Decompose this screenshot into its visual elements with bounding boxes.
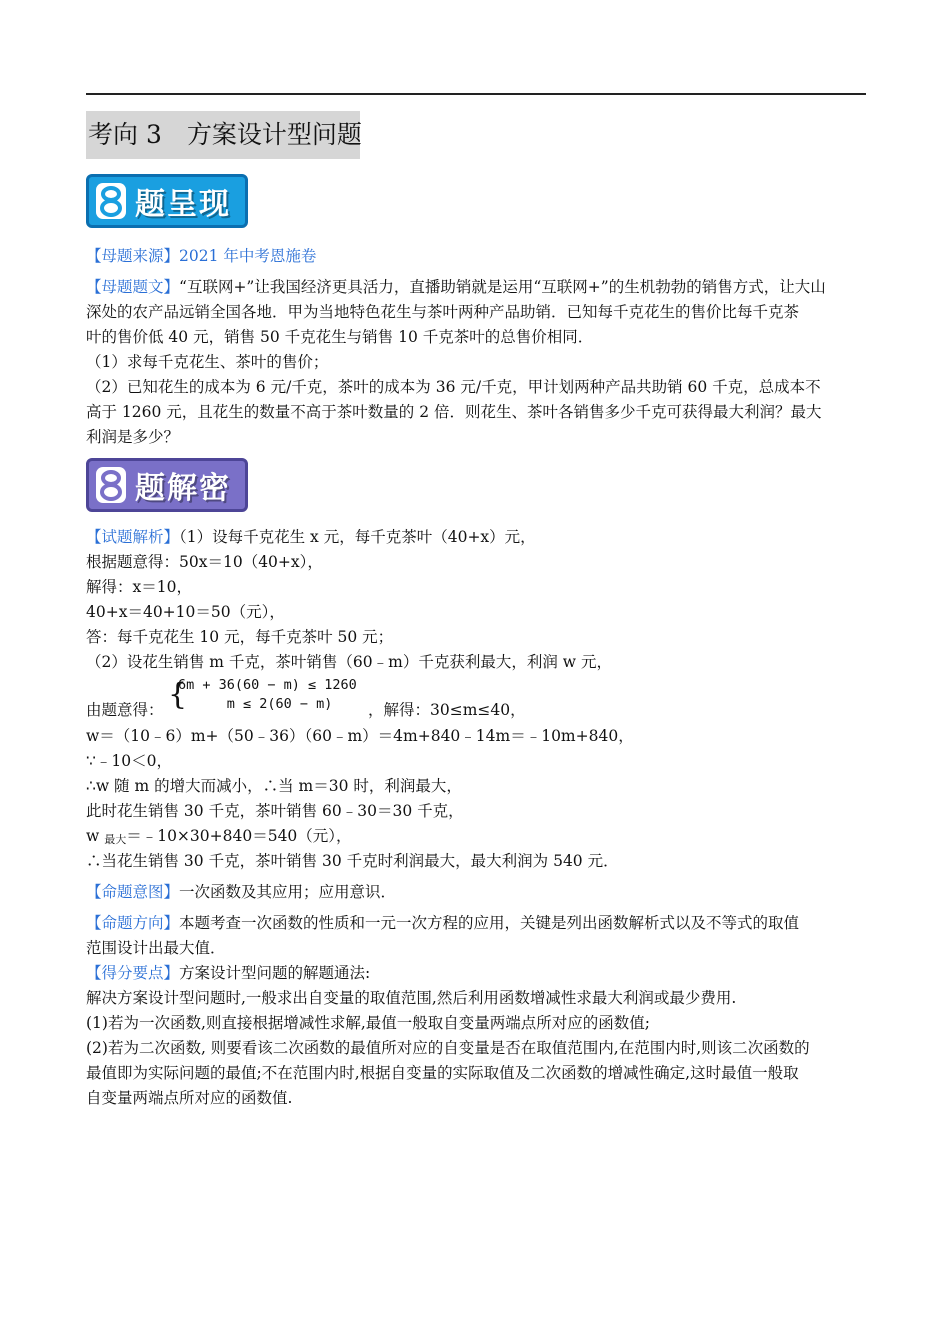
analysis-text-1: （1）设每千克花生 x 元，每千克茶叶（40+x）元， [179, 528, 536, 546]
problem-line-4: （1）求每千克花生、茶叶的售价； [86, 353, 329, 371]
wmax-w: w [86, 827, 105, 845]
direction-line-1 [86, 911, 866, 936]
inequality-row-2: m ≤ 2(60 − m) [178, 696, 333, 712]
problem-text-1: “互联网+”让我国经济更具活力，直播助销就是运用“互联网+”的生机勃勃的销售方式，让大山 [179, 278, 826, 296]
inequality-row-1: 6m + 36(60 − m) ≤ 1260 [178, 677, 357, 693]
analysis-line-6: （2）设花生销售 m 千克，茶叶销售（60﹣m）千克获利最大，利润 w 元， [86, 653, 612, 671]
source-line [86, 244, 866, 269]
system-suffix: ，解得：30≤m≤40， [368, 701, 526, 719]
problem-line-6: 高于 1260 元，且花生的数量不高于茶叶数量的 2 倍．则花生、茶叶各销售多少千克可获得最大利润？最大 [86, 403, 822, 421]
source-text: 2021 年中考恩施卷 [179, 247, 317, 265]
points-line [86, 961, 866, 986]
points-line-3: (2)若为二次函数, 则要看该二次函数的最值所对应的自变量是否在取值范围内,在范围内时,则该二次函数的 [86, 1039, 810, 1057]
analysis-line-4: 40+x＝40+10＝50（元）， [86, 603, 285, 621]
points-line-2: (1)若为一次函数,则直接根据增减性求解,最值一般取自变量两端点所对应的函数值; [86, 1014, 651, 1032]
wmax-sub: 最大 [104, 833, 127, 846]
points-text: 方案设计型问题的解题通法: [179, 964, 371, 982]
system-prefix: 由题意得： [86, 701, 164, 719]
analysis-line-1 [86, 525, 866, 550]
direction-line-2: 范围设计出最大值． [86, 939, 226, 957]
intent-tag: 【命题意图】 [86, 883, 180, 901]
banner-decode-label: 题解密 [135, 471, 231, 506]
points-line-1: 解决方案设计型问题时,一般求出自变量的取值范围,然后利用函数增减性求最大利润或最少费用. [86, 989, 737, 1007]
problem-line-3: 叶的售价低 40 元，销售 50 千克花生与销售 10 千克茶叶的总售价相同． [86, 328, 594, 346]
points-line-5: 自变量两端点所对应的函数值. [86, 1089, 293, 1107]
problem-tag: 【母题题文】 [86, 278, 180, 296]
points-line-4: 最值即为实际问题的最值;不在范围内时,根据自变量的实际取值及二次函数的增减性确定,这时最值一般取 [86, 1064, 799, 1082]
section-heading: 考向 3 方案设计型问题 [86, 111, 360, 159]
direction-text-1: 本题考查一次函数的性质和一元一次方程的应用，关键是列出函数解析式以及不等式的取值 [179, 914, 800, 932]
analysis-line-2: 根据题意得：50x＝10（40+x）， [86, 553, 323, 571]
analysis-line-7: w＝（10﹣6）m+（50﹣36）（60﹣m）＝4m+840﹣14m＝﹣10m+840， [86, 727, 634, 745]
analysis-line-9: ∴w 随 m 的增大而减小，∴当 m＝30 时，利润最大， [86, 777, 462, 795]
analysis-line-8: ∵﹣10＜0， [86, 752, 172, 770]
top-rule [86, 93, 866, 95]
problem-line-5: （2）已知花生的成本为 6 元/千克，茶叶的成本为 36 元/千克，甲计划两种产品共助销 60 千克，总成本不 [86, 378, 821, 396]
system-brace: { [168, 677, 188, 712]
wmax-rest: ＝﹣10×30+840＝540（元）， [126, 827, 352, 845]
points-tag: 【得分要点】 [86, 964, 180, 982]
problem-present-banner [86, 174, 248, 228]
intent-text: 一次函数及其应用；应用意识． [179, 883, 397, 901]
problem-line-7: 利润是多少？ [86, 428, 180, 446]
analysis-line-5: 答：每千克花生 10 元，每千克茶叶 50 元； [86, 628, 394, 646]
banner-present-label: 题呈现 [135, 187, 231, 222]
problem-decode-banner [86, 458, 248, 512]
conclusion-line: ∴当花生销售 30 千克，茶叶销售 30 千克时利润最大，最大利润为 540 元． [86, 852, 619, 870]
figure-eight-icon [95, 182, 127, 220]
analysis-line-10: 此时花生销售 30 千克，茶叶销售 60﹣30＝30 千克， [86, 802, 464, 820]
intent-line [86, 880, 866, 905]
analysis-tag: 【试题解析】 [86, 528, 180, 546]
figure-eight-icon [95, 466, 127, 504]
source-tag: 【母题来源】 [86, 247, 180, 265]
analysis-line-3: 解得：x＝10， [86, 578, 192, 596]
wmax-line [86, 824, 866, 852]
problem-line-2: 深处的农产品远销全国各地．甲为当地特色花生与茶叶两种产品助销．已知每千克花生的售价比每千克茶 [86, 303, 800, 321]
direction-tag: 【命题方向】 [86, 914, 180, 932]
problem-line-1 [86, 275, 866, 300]
